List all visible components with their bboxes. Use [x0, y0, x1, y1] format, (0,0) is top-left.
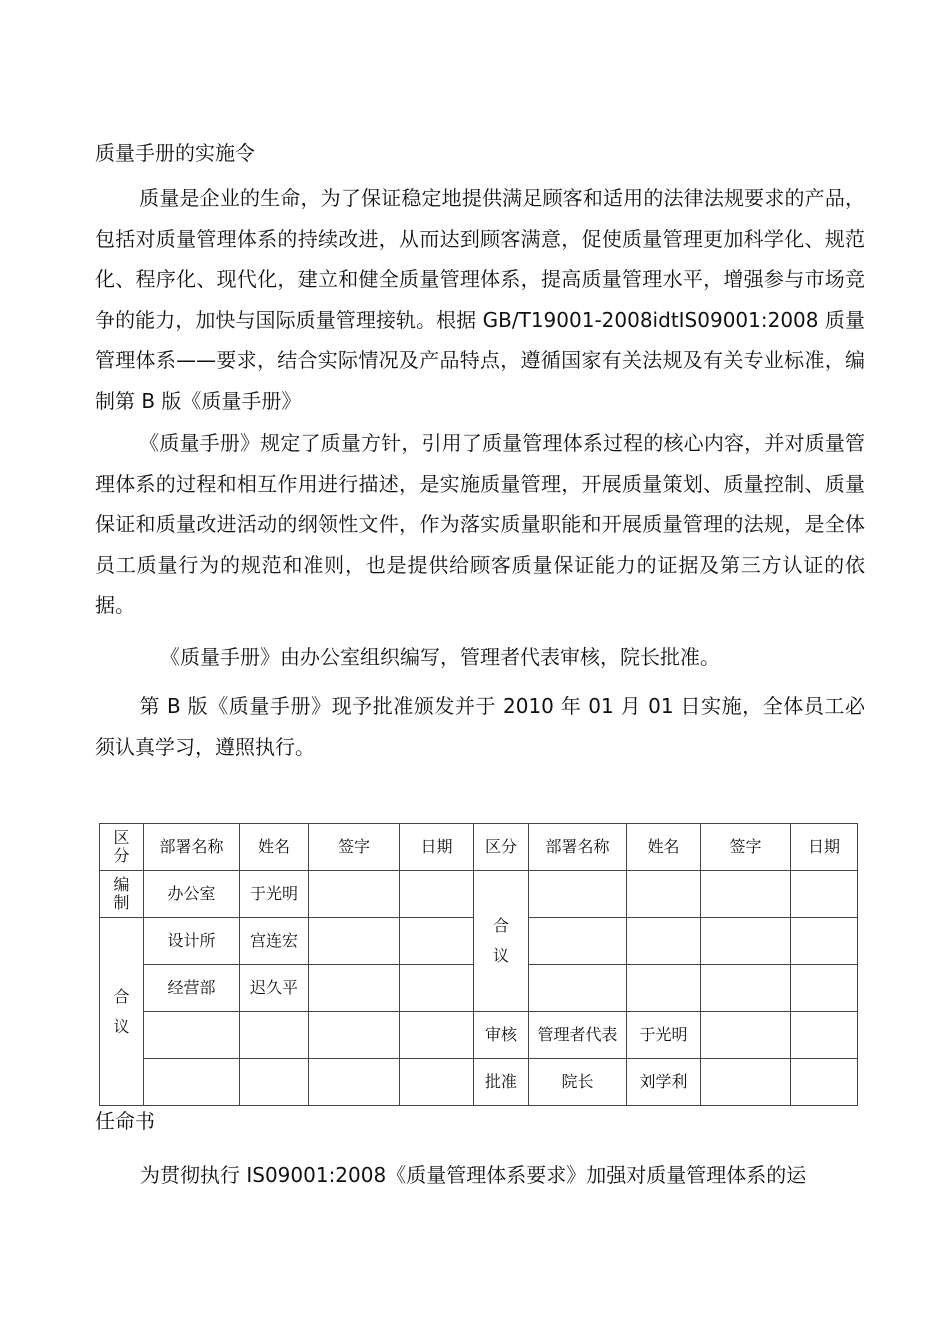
table-row — [100, 1059, 858, 1106]
name-cell — [627, 965, 701, 1012]
header-date-2: 日期 — [791, 824, 858, 871]
header-dept-2: 部署名称 — [529, 824, 627, 871]
header-qufen: 区 分 — [100, 824, 144, 871]
paragraph-quality-intro — [95, 178, 865, 421]
paragraph-appointment-intro: 为贯彻执行 IS09001:2008《质量管理体系要求》加强对质量管理体系的运 — [140, 1163, 807, 1187]
dept-cell: 办公室 — [144, 871, 240, 918]
paragraph-text: 《质量手册》规定了质量方针，引用了质量管理体系过程的核心内容，并对质量管理体系的过程和相互作用进行描述，是实施质量管理，开展质量策划、质量控制、质量保证和质量改进活动的纲领性文件，作为落实质量职能和开展质量管理的法规，是全体员工质量行为的规范和准则，也是提供给顾客质量保证能力的证据及第三方认证的依据。 — [95, 431, 865, 617]
dept-cell: 院长 — [529, 1059, 627, 1106]
header-sign: 签字 — [309, 824, 400, 871]
paragraph-effective-date — [95, 686, 865, 767]
date-cell — [791, 965, 858, 1012]
header-name-2: 姓名 — [627, 824, 701, 871]
section-title-appointment: 任命书 — [95, 1109, 155, 1133]
date-cell — [791, 871, 858, 918]
date-cell — [400, 918, 474, 965]
name-cell: 于光明 — [627, 1012, 701, 1059]
name-cell: 宫连宏 — [240, 918, 309, 965]
paragraph-manual-scope — [95, 423, 865, 626]
dept-cell — [529, 965, 627, 1012]
sign-cell — [701, 871, 791, 918]
section-title-implementation-order: 质量手册的实施令 — [95, 141, 255, 165]
sign-cell — [701, 965, 791, 1012]
dept-cell: 设计所 — [144, 918, 240, 965]
category-huiyi-right: 合 议 — [474, 871, 529, 1012]
date-cell — [400, 1059, 474, 1106]
category-huiyi-left: 合 议 — [100, 918, 144, 1106]
name-cell: 迟久平 — [240, 965, 309, 1012]
sign-cell — [309, 918, 400, 965]
signature-table — [99, 823, 858, 1106]
sign-cell — [701, 1012, 791, 1059]
header-sign-2: 签字 — [701, 824, 791, 871]
date-cell — [791, 918, 858, 965]
date-cell — [400, 1012, 474, 1059]
name-cell — [240, 1012, 309, 1059]
date-cell — [791, 1012, 858, 1059]
header-date: 日期 — [400, 824, 474, 871]
dept-cell — [529, 918, 627, 965]
category-shenhe: 审核 — [474, 1012, 529, 1059]
name-cell: 于光明 — [240, 871, 309, 918]
header-dept: 部署名称 — [144, 824, 240, 871]
date-cell — [791, 1059, 858, 1106]
sign-cell — [309, 965, 400, 1012]
table-row — [100, 1012, 858, 1059]
sign-cell — [701, 918, 791, 965]
paragraph-compilation: 《质量手册》由办公室组织编写，管理者代表审核，院长批准。 — [160, 645, 720, 669]
name-cell: 刘学利 — [627, 1059, 701, 1106]
name-cell — [627, 871, 701, 918]
dept-cell — [144, 1059, 240, 1106]
dept-cell: 管理者代表 — [529, 1012, 627, 1059]
sign-cell — [701, 1059, 791, 1106]
header-name: 姓名 — [240, 824, 309, 871]
table-header-row — [100, 824, 858, 871]
name-cell — [240, 1059, 309, 1106]
name-cell — [627, 918, 701, 965]
sign-cell — [309, 1012, 400, 1059]
header-qufen-2: 区分 — [474, 824, 529, 871]
table-row — [100, 871, 858, 918]
dept-cell — [144, 1012, 240, 1059]
dept-cell: 经营部 — [144, 965, 240, 1012]
category-bianzhi: 编 制 — [100, 871, 144, 918]
category-pizhun: 批准 — [474, 1059, 529, 1106]
sign-cell — [309, 1059, 400, 1106]
date-cell — [400, 871, 474, 918]
sign-cell — [309, 871, 400, 918]
dept-cell — [529, 871, 627, 918]
date-cell — [400, 965, 474, 1012]
paragraph-text: 质量是企业的生命，为了保证稳定地提供满足顾客和适用的法律法规要求的产品，包括对质量管理体系的持续改进，从而达到顾客满意，促使质量管理更加科学化、规范化、程序化、现代化，建立和健全质量管理体系，提高质量管理水平，增强参与市场竞争的能力，加快与国际质量管理接轨。根据 GB/T19001-2008idtIS09001:2008 质量管理体系——要求，结合实际情况及产品特点，遵循国家有关法规及有关专业标准，编制第 B 版《质量手册》 — [95, 186, 865, 413]
paragraph-text: 第 B 版《质量手册》现予批准颁发并于 2010 年 01 月 01 日实施，全体员工必须认真学习，遵照执行。 — [95, 694, 865, 759]
